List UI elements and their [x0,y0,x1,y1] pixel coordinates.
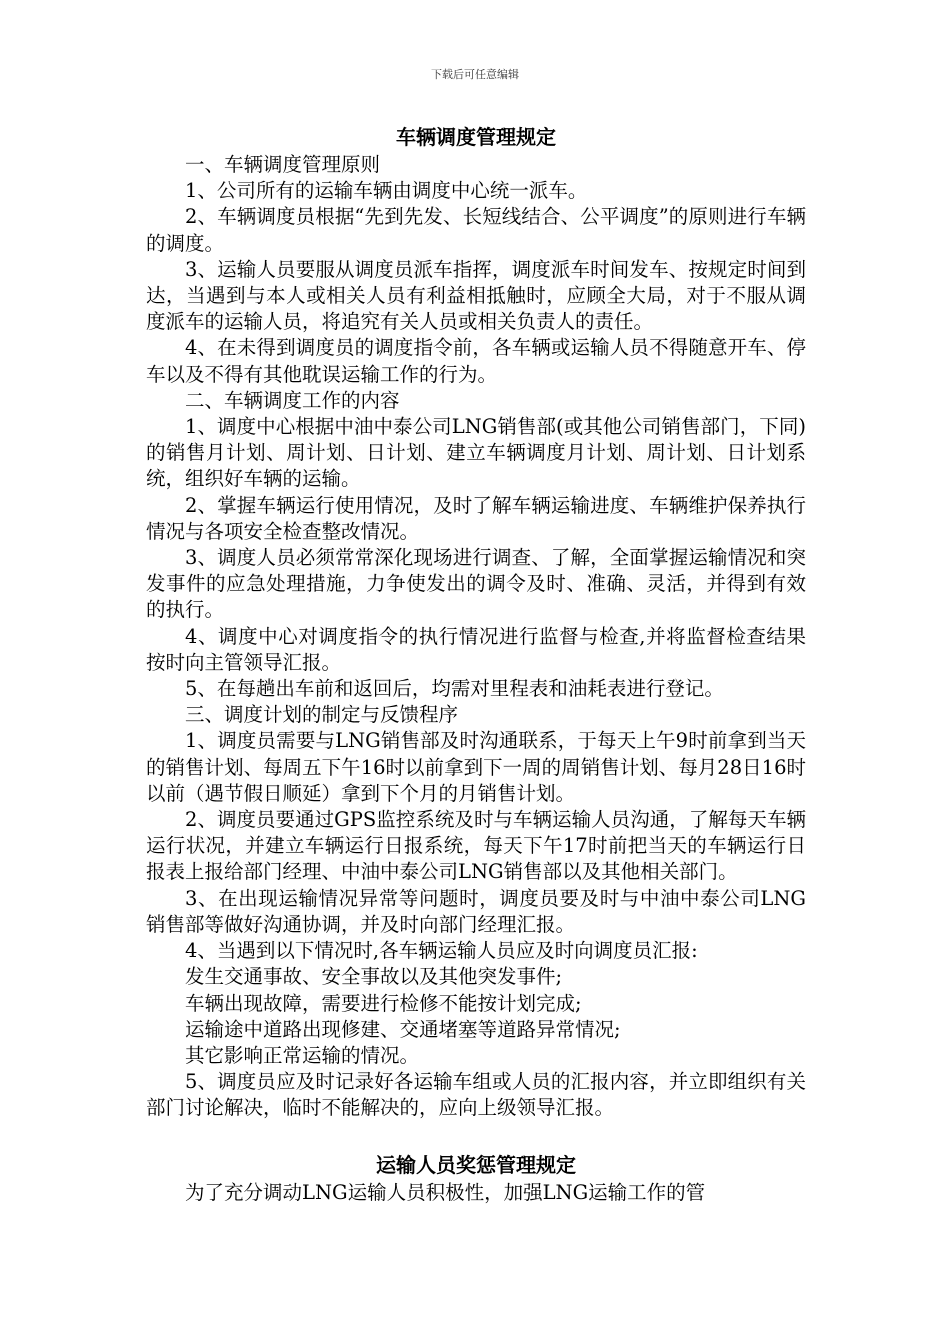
paragraph: 3、在出现运输情况异常等问题时，调度员要及时与中油中泰公司LNG销售部等做好沟通协调，并及时向部门经理汇报。 [146,886,806,936]
section-title-vehicle-dispatch: 车辆调度管理规定 [396,125,556,149]
paragraph: 5、在每趟出车前和返回后，均需对里程表和油耗表进行登记。 [185,677,724,701]
paragraph: 2、调度员要通过GPS监控系统及时与车辆运输人员沟通，了解每天车辆运行状况，并建立车辆运行日报系统，每天下午17时前把当天的车辆运行日报表上报给部门经理、中油中泰公司LNG销售部以及其他相关部门。 [146,808,806,884]
paragraph: 1、调度中心根据中油中泰公司LNG销售部(或其他公司销售部门，下同)的销售月计划、周计划、日计划、建立车辆调度月计划、周计划、日计划系统，组织好车辆的运输。 [146,415,806,491]
paragraph: 4、在未得到调度员的调度指令前，各车辆或运输人员不得随意开车、停车以及不得有其他耽误运输工作的行为。 [146,336,806,386]
paragraph: 3、调度人员必须常常深化现场进行调查、了解，全面掌握运输情况和突发事件的应急处理措施，力争使发出的调令及时、准确、灵活，并得到有效的执行。 [146,546,806,622]
list-item: 车辆出现故障，需要进行检修不能按计划完成; [185,991,582,1015]
list-item: 运输途中道路出现修建、交通堵塞等道路异常情况; [185,1017,621,1041]
section-title-rewards-penalties: 运输人员奖惩管理规定 [376,1152,576,1177]
paragraph: 5、调度员应及时记录好各运输车组或人员的汇报内容，并立即组织有关部门讨论解决，临时不能解决的，应向上级领导汇报。 [146,1070,806,1120]
heading-dispatch-work-content: 二、车辆调度工作的内容 [185,388,400,412]
heading-dispatch-plan-feedback: 三、调度计划的制定与反馈程序 [185,703,459,727]
paragraph: 4、调度中心对调度指令的执行情况进行监督与检查,并将监督检查结果按时向主管领导汇报。 [146,624,806,674]
paragraph: 2、车辆调度员根据“先到先发、长短线结合、公平调度”的原则进行车辆的调度。 [146,205,806,255]
paragraph: 3、运输人员要服从调度员派车指挥，调度派车时间发车、按规定时间到达，当遇到与本人或相关人员有利益相抵触时，应顾全大局，对于不服从调度派车的运输人员，将追究有关人员或相关负责人的责任。 [146,257,806,334]
list-item: 其它影响正常运输的情况。 [185,1043,420,1067]
paragraph: 1、公司所有的运输车辆由调度中心统一派车。 [185,179,588,203]
heading-dispatch-principles: 一、车辆调度管理原则 [185,153,381,176]
paragraph: 2、掌握车辆运行使用情况，及时了解车辆运输进度、车辆维护保养执行情况与各项安全检查整改情况。 [146,493,806,543]
list-item: 发生交通事故、安全事故以及其他突发事件; [185,965,563,989]
paragraph: 1、调度员需要与LNG销售部及时沟通联系，于每天上午9时前拿到当天的销售计划、每周五下午16时以前拿到下一周的周销售计划、每月28日16时以前（遇节假日顺延）拿到下个月的月销售计划。 [146,729,806,805]
paragraph: 为了充分调动LNG运输人员积极性，加强LNG运输工作的管 [185,1180,706,1204]
header-note: 下载后可任意编辑 [431,68,519,81]
paragraph: 4、当遇到以下情况时,各车辆运输人员应及时向调度员汇报: [185,939,698,963]
document-body [146,120,806,1206]
